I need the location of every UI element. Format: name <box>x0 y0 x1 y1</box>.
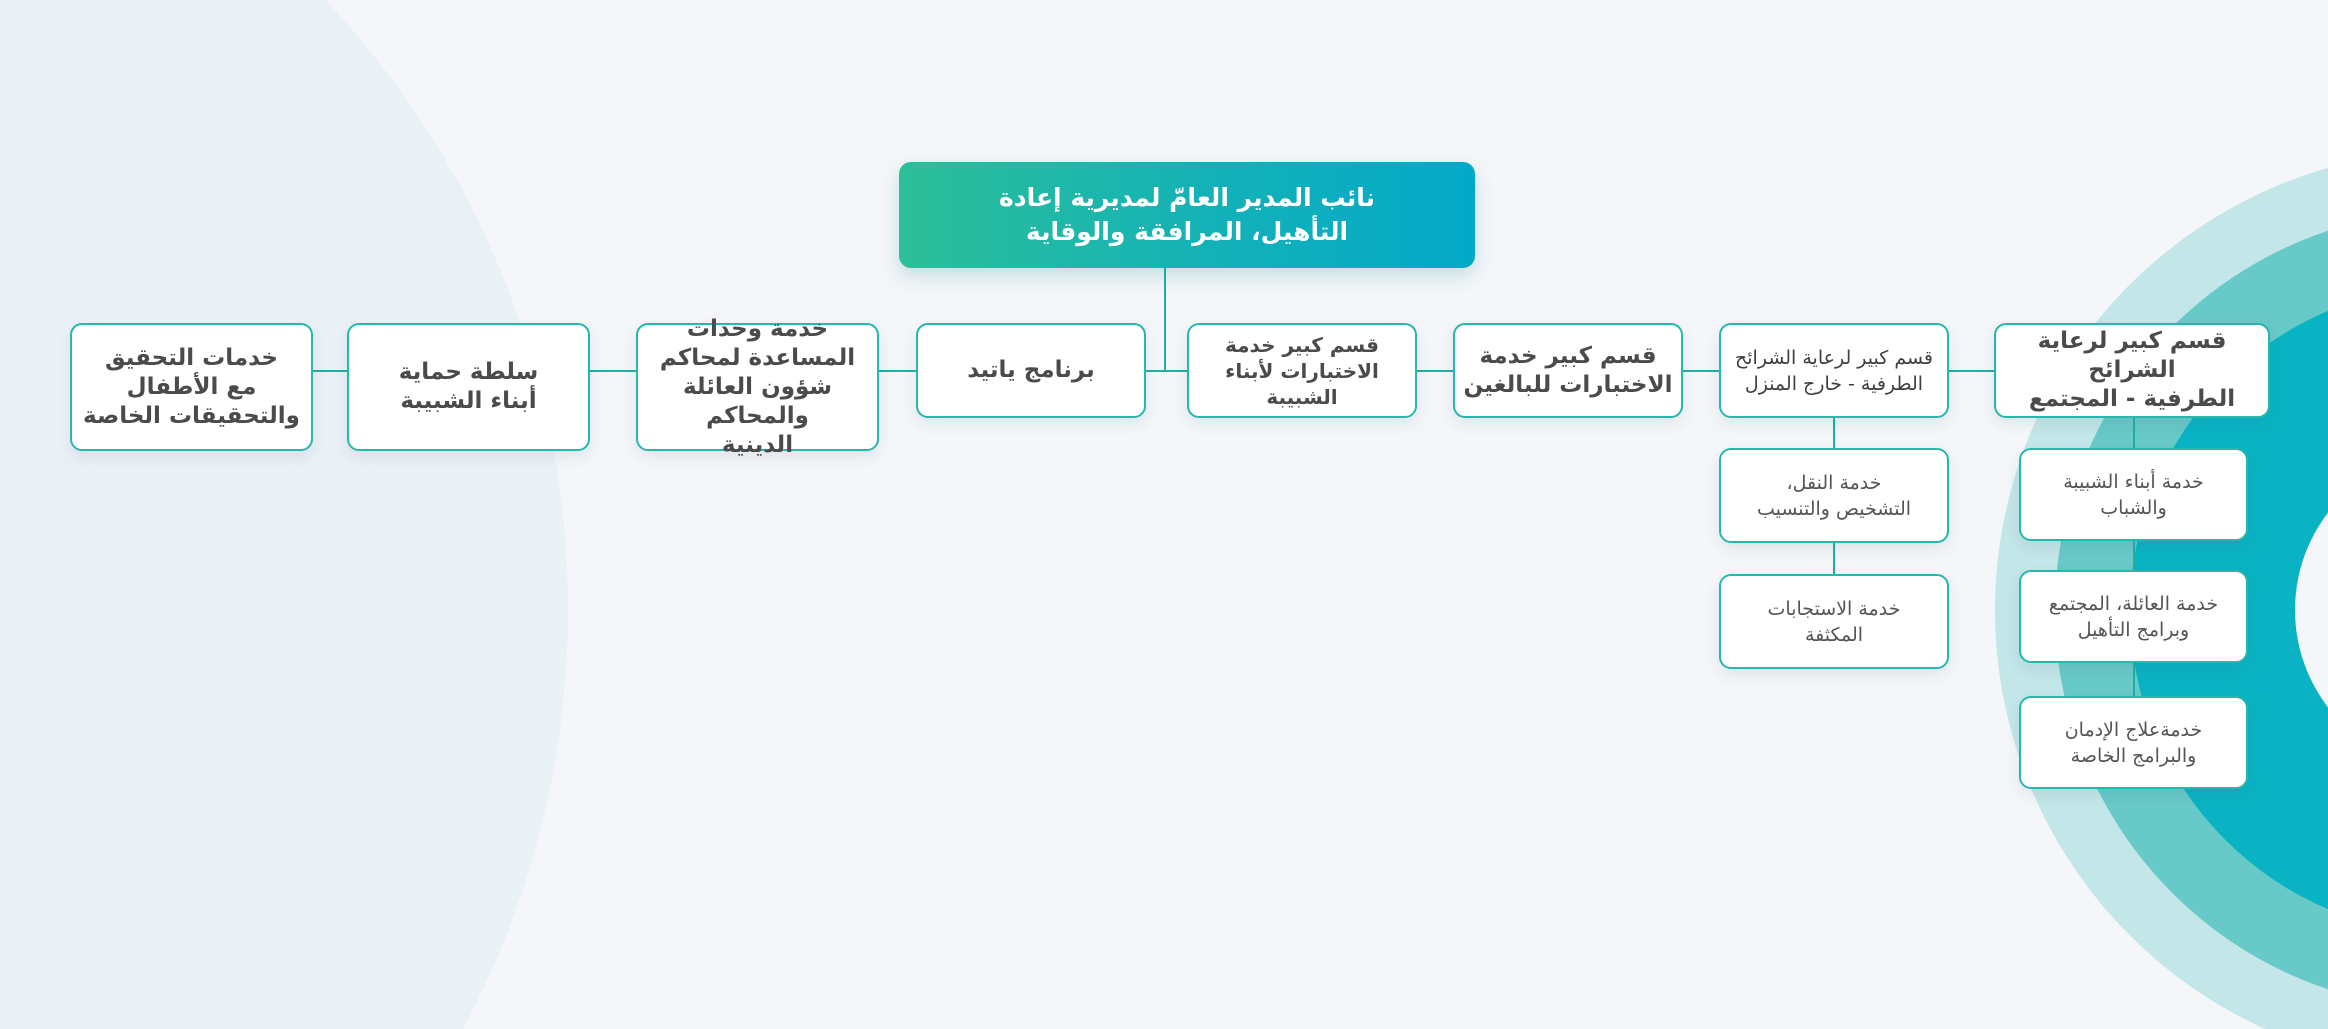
division-family-court-units-label: خدمة وحدات المساعدة لمحاكم شؤون العائلة والمحاكم الدينية <box>659 315 856 458</box>
division-child-investigations-label: خدمات التحقيق مع الأطفال والتحقيقات الخاصة <box>83 344 300 429</box>
division-out-of-home-label: قسم كبير لرعاية الشرائح الطرفية - خارج المنزل <box>1735 346 1933 395</box>
division-family-court-units <box>636 315 879 458</box>
division-youth-probation <box>1187 323 1417 418</box>
division-youth-protection-label: سلطة حماية أبناء الشبيبة <box>398 359 539 414</box>
service-family-community <box>2019 570 2248 663</box>
root-node-label: نائب المدير العامّ لمديرية إعادة التأهيل، المرافقة والوقاية <box>999 183 1376 246</box>
division-adult-probation-label: قسم كبير خدمة الاختبارات للبالغين <box>1463 342 1673 398</box>
division-adult-probation <box>1453 323 1683 418</box>
connector-root-down <box>1164 268 1166 371</box>
division-community <box>1994 323 2270 418</box>
service-transfer-diagnosis-label: خدمة النقل، التشخيص والتنسيب <box>1756 471 1912 520</box>
root-node-deputy-director <box>899 162 1475 268</box>
division-child-investigations <box>70 323 313 451</box>
division-out-of-home <box>1719 323 1949 418</box>
division-yated-program <box>916 323 1146 418</box>
service-intensive-response <box>1719 574 1949 669</box>
division-youth-probation-label: قسم كبير خدمة الاختبارات لأبناء الشبيبة <box>1225 332 1379 409</box>
service-youth <box>2019 448 2248 541</box>
service-youth-label: خدمة أبناء الشبيبة والشباب <box>2063 470 2204 519</box>
division-community-label: قسم كبير لرعاية الشرائح الطرفية - المجتمع <box>2028 328 2236 412</box>
division-yated-program-label: برنامج ياتيد <box>967 357 1095 383</box>
service-family-community-label: خدمة العائلة، المجتمع وبرامج التأهيل <box>2048 592 2219 641</box>
service-transfer-diagnosis <box>1719 448 1949 543</box>
division-youth-protection <box>347 323 590 451</box>
service-addiction <box>2019 696 2248 789</box>
service-intensive-response-label: خدمة الاستجابات المكثفة <box>1767 597 1901 646</box>
service-addiction-label: خدمةعلاج الإدمان والبرامج الخاصة <box>2064 718 2203 767</box>
